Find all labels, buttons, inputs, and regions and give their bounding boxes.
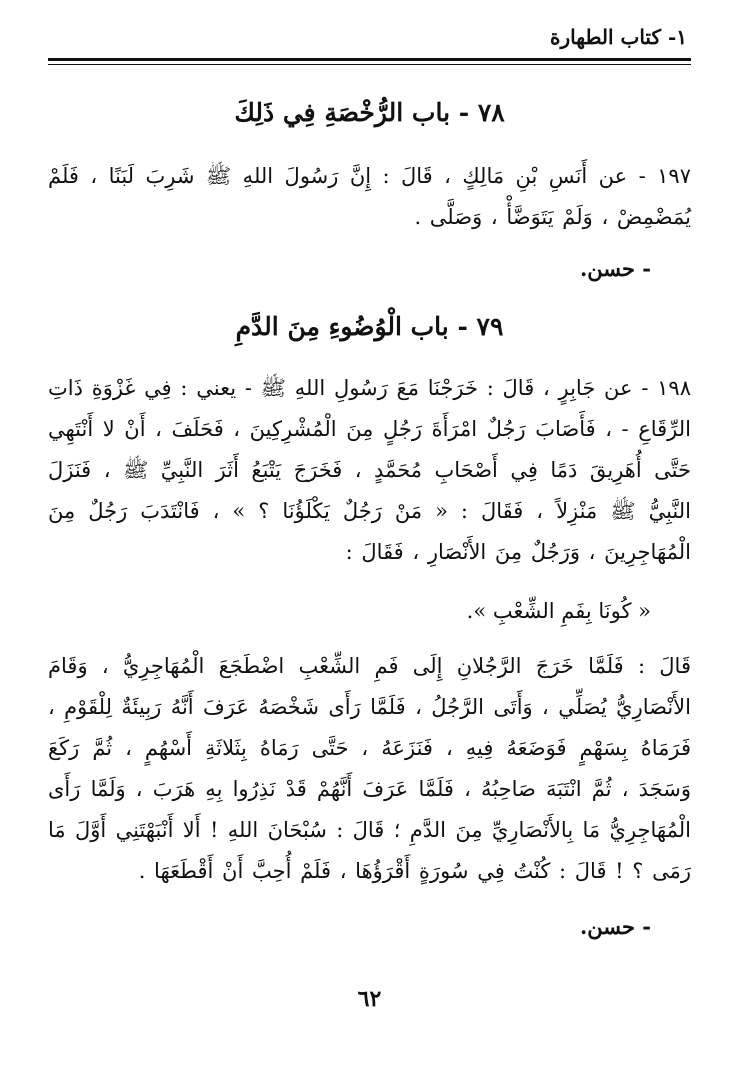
hadith-197: ١٩٧ - عن أَنَسِ بْنِ مَالِكٍ ، قَالَ : إِنَّ رَسُولَ اللهِ ﷺ شَرِبَ لَبَنًا ، فَلَمْ يُمَضْمِضْ ، وَلَمْ يَتَوَضَّأْ ، وَصَلَّى . [48,164,691,229]
header-rule-thick [48,58,691,61]
hadith-198: ١٩٨ - عن جَابِرٍ ، قَالَ : خَرَجْنَا مَعَ رَسُولِ اللهِ ﷺ - يعني : فِي غَزْوَةِ ذَاتِ الرِّقَاعِ - ، فَأَصَابَ رَجُلٌ امْرَأَةَ رَجُلٍ مِنَ الْمُشْرِكِينَ ، فَحَلَفَ ، أَنْ لا أَنْتَهِي حَتَّى أُهَرِيقَ دَمًا فِي أَصْحَابِ مُحَمَّدٍ ، فَخَرَجَ يَتْبَعُ أَثَرَ النَّبِيِّ ﷺ ، فَنَزَلَ النَّبِيُّ ﷺ مَنْزِلاً ، فَقَالَ : « مَنْ رَجُلٌ يَكْلَؤُنَا ؟ » ، فَانْتَدَبَ رَجُلٌ مِنَ الْمُهَاجِرِينَ ، وَرَجُلٌ مِنَ الأَنْصَارِ ، فَقَالَ : [48,376,691,564]
page-number: ٦٢ [357,986,382,1012]
hadith-197-grade: - حسن. [579,256,651,281]
chapter-title-78: ٧٨ - باب الرُّخْصَةِ فِي ذَلِكَ [234,98,505,127]
hadith-198-grade: - حسن. [579,914,651,939]
running-header: ١- كتاب الطهارة [550,25,687,49]
chapter-title-79: ٧٩ - باب الْوُضُوءِ مِنَ الدَّمِ [235,312,504,341]
header-rule-thin [48,64,691,65]
hadith-198-quote: « كُونَا بِفَمِ الشِّعْبِ ». [466,599,651,623]
hadith-198-continuation: قَالَ : فَلَمَّا خَرَجَ الرَّجُلانِ إِلَى فَمِ الشِّعْبِ اضْطَجَعَ الْمُهَاجِرِيُّ ، وَقَامَ الأَنْصَارِيُّ يُصَلِّي ، وَأَتَى الرَّجُلُ ، فَلَمَّا رَأَى شَخْصَهُ عَرَفَ أَنَّهُ رَبِيئَةٌ لِلْقَوْمِ ، فَرَمَاهُ بِسَهْمٍ فَوَضَعَهُ فِيهِ ، فَنَزَعَهُ ، حَتَّى رَمَاهُ بِثَلاثَةِ أَسْهُمٍ ، ثُمَّ رَكَعَ وَسَجَدَ ، ثُمَّ انْتَبَهَ صَاحِبُهُ ، فَلَمَّا عَرَفَ أَنَّهُمْ قَدْ نَذِرُوا بِهِ هَرَبَ ، وَلَمَّا رَأَى الْمُهَاجِرِيُّ مَا بِالأَنْصَارِيِّ مِنَ الدَّمِ ؛ قَالَ : سُبْحَانَ اللهِ ! أَلا أَنْبَهْتَنِي أَوَّلَ مَا رَمَى ؟ ! قَالَ : كُنْتُ فِي سُورَةٍ أَقْرَؤُهَا ، فَلَمْ أُحِبَّ أَنْ أَقْطَعَهَا . [48,654,691,883]
